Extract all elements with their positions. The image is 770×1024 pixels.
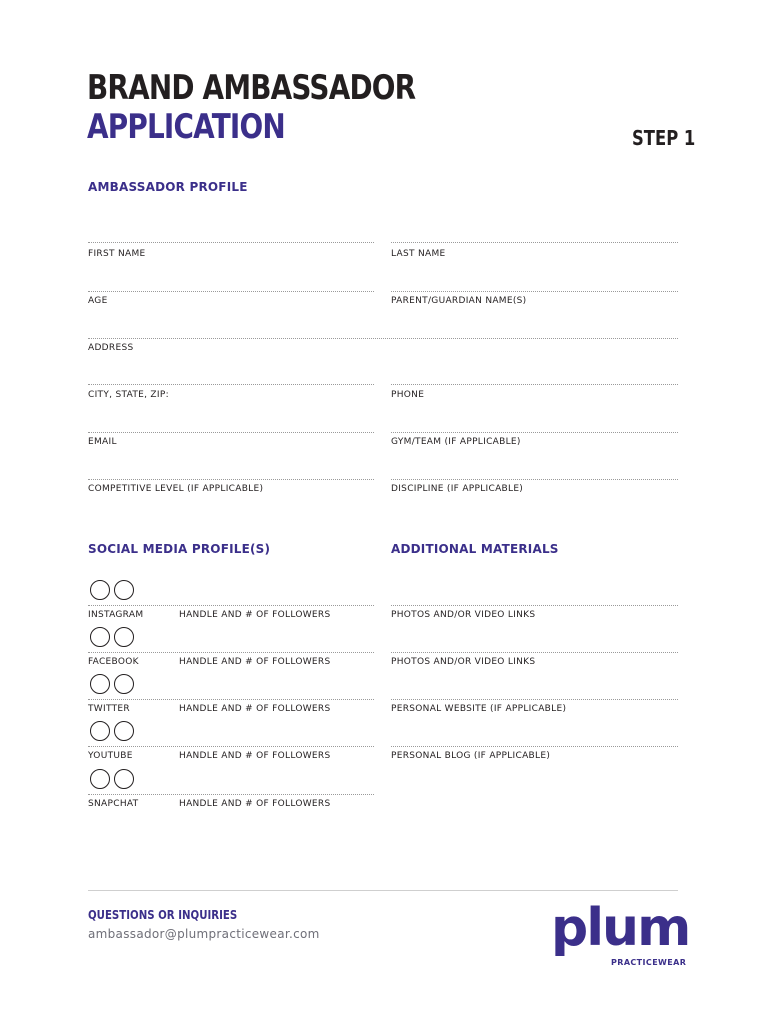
plum-logo: plum [551,898,690,958]
facebook-handle-label: HANDLE AND # OF FOLLOWERS [179,657,331,667]
personal-website-label: PERSONAL WEBSITE (IF APPLICABLE) [391,704,567,714]
facebook-alt-icon [114,627,134,647]
phone-label: PHONE [391,390,425,400]
last-name-label: LAST NAME [391,249,446,259]
twitter-handle-field[interactable] [88,699,374,700]
questions-title: QUESTIONS OR INQUIRIES [88,908,238,922]
city-state-zip-label: CITY, STATE, ZIP: [88,390,169,400]
twitter-icons [90,674,134,694]
snapchat-alt-icon [114,769,134,789]
facebook-handle-field[interactable] [88,652,374,653]
first-name-label: FIRST NAME [88,249,146,259]
facebook-icon [90,627,110,647]
youtube-icon [90,721,110,741]
title-line-2: APPLICATION [87,107,285,147]
ambassador-profile-heading: AMBASSADOR PROFILE [88,180,248,194]
parent-guardian-label: PARENT/GUARDIAN NAME(S) [391,296,527,306]
last-name-field[interactable] [391,242,678,243]
snapchat-handle-label: HANDLE AND # OF FOLLOWERS [179,799,331,809]
instagram-handle-label: HANDLE AND # OF FOLLOWERS [179,610,331,620]
photos-video-links-field-1[interactable] [391,605,678,606]
parent-guardian-field[interactable] [391,291,678,292]
phone-field[interactable] [391,384,678,385]
twitter-icon [90,674,110,694]
social-media-heading: SOCIAL MEDIA PROFILE(S) [88,542,271,556]
step-label: STEP 1 [632,126,696,150]
contact-email-link[interactable]: ambassador@plumpracticewear.com [88,927,320,941]
gym-team-field[interactable] [391,432,678,433]
youtube-label: YOUTUBE [88,751,133,761]
twitter-alt-icon [114,674,134,694]
instagram-icon [90,580,110,600]
youtube-icons [90,721,134,741]
plum-logo-subtitle: PRACTICEWEAR [611,958,687,967]
youtube-handle-label: HANDLE AND # OF FOLLOWERS [179,751,331,761]
email-label: EMAIL [88,437,117,447]
gym-team-label: GYM/TEAM (IF APPLICABLE) [391,437,521,447]
photos-video-links-field-2[interactable] [391,652,678,653]
title-line-1: BRAND AMBASSADOR [87,68,416,108]
personal-website-field[interactable] [391,699,678,700]
email-field[interactable] [88,432,374,433]
photos-video-links-label-1: PHOTOS AND/OR VIDEO LINKS [391,610,536,620]
age-field[interactable] [88,291,374,292]
snapchat-handle-field[interactable] [88,794,374,795]
age-label: AGE [88,296,108,306]
competitive-level-label: COMPETITIVE LEVEL (IF APPLICABLE) [88,484,264,494]
facebook-label: FACEBOOK [88,657,139,667]
twitter-handle-label: HANDLE AND # OF FOLLOWERS [179,704,331,714]
address-field[interactable] [88,338,678,339]
personal-blog-field[interactable] [391,746,678,747]
city-state-zip-field[interactable] [88,384,374,385]
personal-blog-label: PERSONAL BLOG (IF APPLICABLE) [391,751,551,761]
address-label: ADDRESS [88,343,134,353]
instagram-handle-field[interactable] [88,605,374,606]
facebook-icons [90,627,134,647]
snapchat-label: SNAPCHAT [88,799,139,809]
instagram-icons [90,580,134,600]
instagram-label: INSTAGRAM [88,610,144,620]
instagram-alt-icon [114,580,134,600]
youtube-alt-icon [114,721,134,741]
youtube-handle-field[interactable] [88,746,374,747]
snapchat-icon [90,769,110,789]
competitive-level-field[interactable] [88,479,374,480]
footer-divider [88,890,678,891]
discipline-field[interactable] [391,479,678,480]
first-name-field[interactable] [88,242,374,243]
twitter-label: TWITTER [88,704,130,714]
photos-video-links-label-2: PHOTOS AND/OR VIDEO LINKS [391,657,536,667]
additional-materials-heading: ADDITIONAL MATERIALS [391,542,559,556]
snapchat-icons [90,769,134,789]
discipline-label: DISCIPLINE (IF APPLICABLE) [391,484,524,494]
